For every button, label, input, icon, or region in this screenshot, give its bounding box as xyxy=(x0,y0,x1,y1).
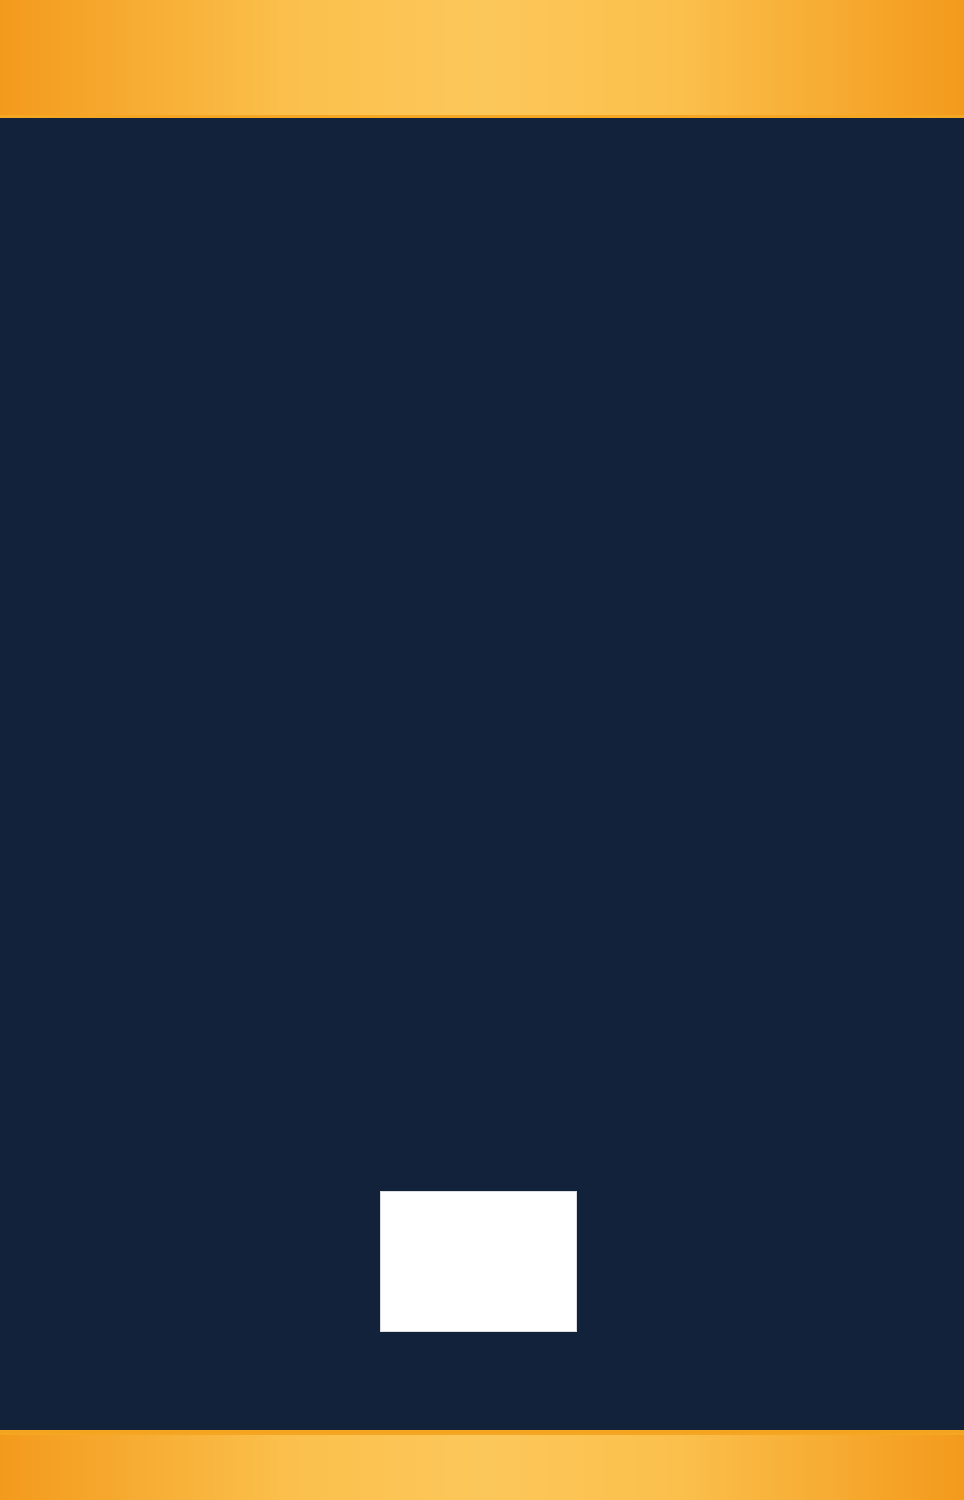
floral-border-top xyxy=(0,118,964,358)
top-gold-band xyxy=(0,0,964,115)
bottom-gold-band xyxy=(0,1435,964,1500)
barcode-sticker xyxy=(380,1191,577,1332)
bottom-gold-rule xyxy=(0,1431,964,1433)
cover-panel xyxy=(0,118,964,1430)
barcode xyxy=(391,1228,568,1310)
blurb-text xyxy=(192,570,785,576)
